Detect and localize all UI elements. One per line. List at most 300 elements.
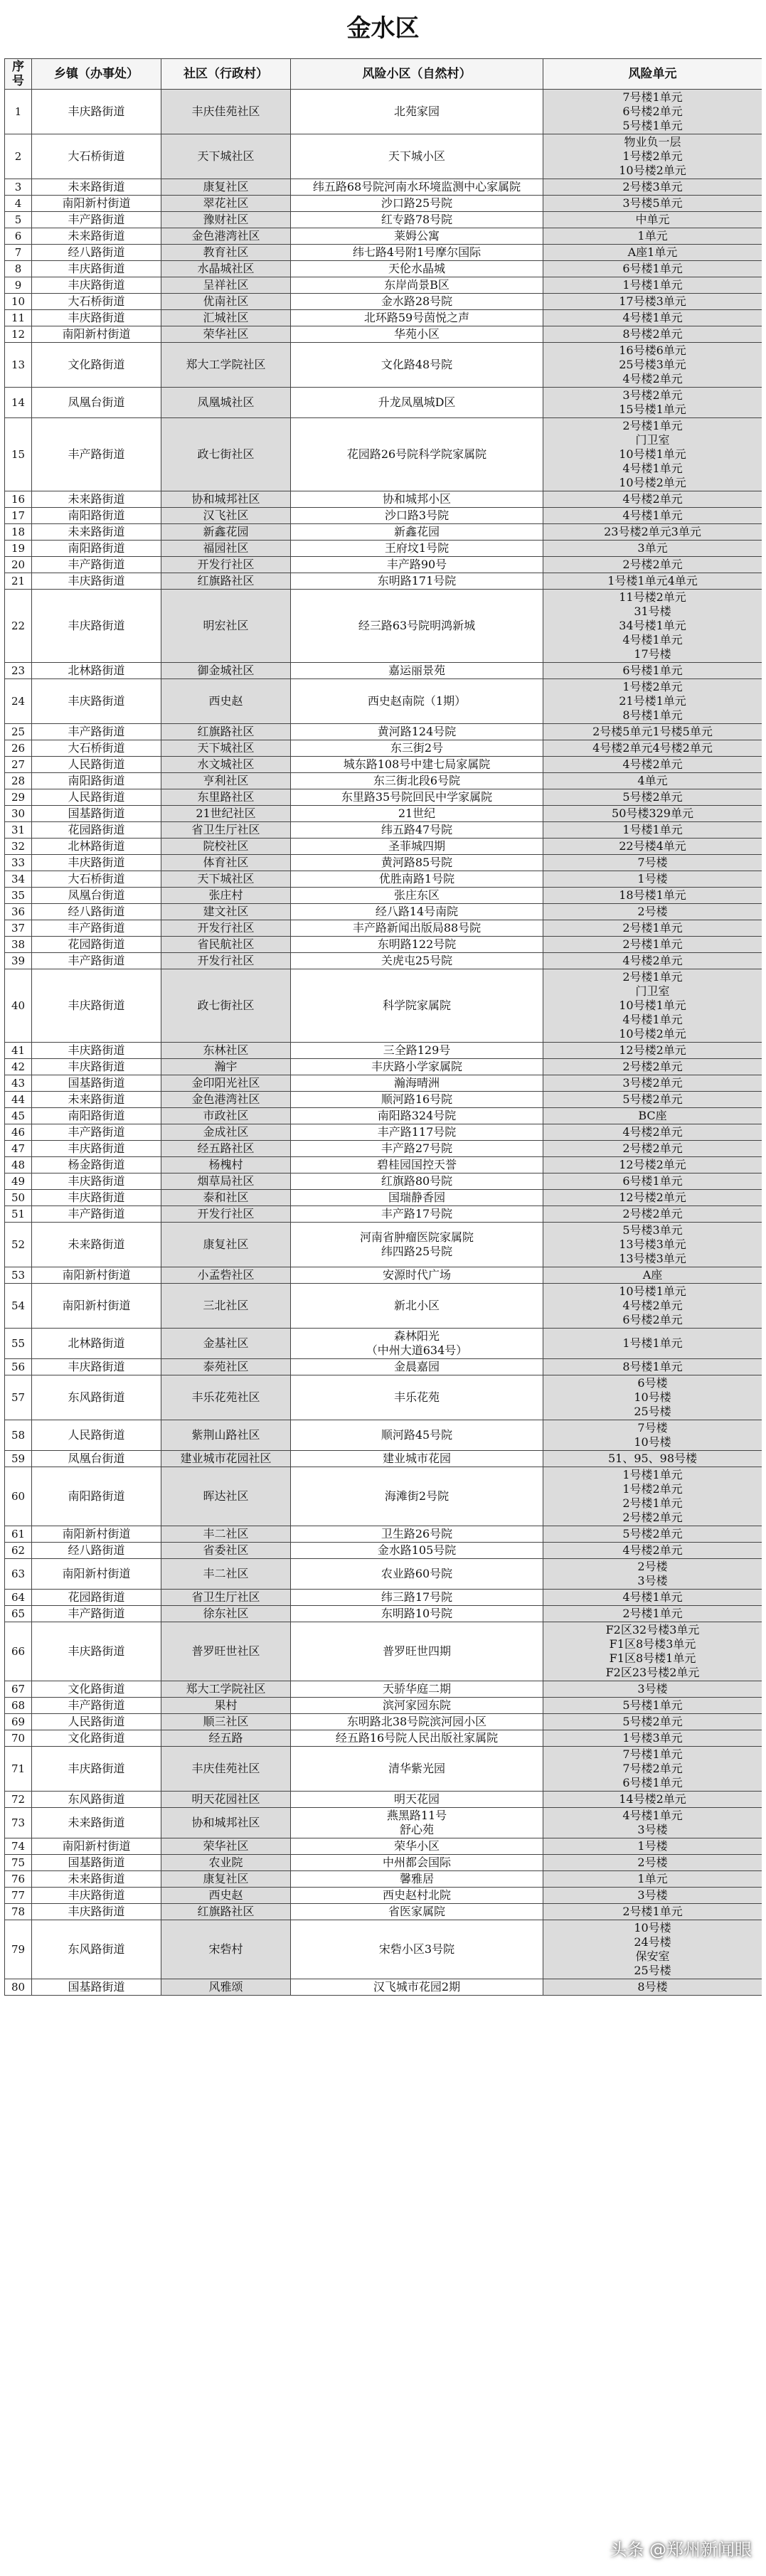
table-row <box>5 590 762 663</box>
row-risk-units: 6号楼1单元 <box>543 663 762 679</box>
table-row <box>5 724 762 740</box>
table-row <box>5 326 762 343</box>
row-risk-area: 丰乐花苑 <box>291 1375 543 1420</box>
row-street: 丰庆路街道 <box>32 1043 161 1059</box>
row-index: 14 <box>5 388 32 418</box>
row-community: 教育社区 <box>161 245 291 261</box>
row-street: 丰产路街道 <box>32 953 161 969</box>
row-risk-units: 5号楼1单元 <box>543 1698 762 1714</box>
table-row <box>5 1808 762 1838</box>
row-index: 24 <box>5 679 32 724</box>
row-risk-units: 3号楼5单元 <box>543 196 762 212</box>
row-risk-area: 三全路129号 <box>291 1043 543 1059</box>
row-community: 豫财社区 <box>161 212 291 228</box>
row-index: 52 <box>5 1223 32 1267</box>
table-row <box>5 1730 762 1747</box>
row-risk-units: 12号楼2单元 <box>543 1157 762 1173</box>
row-community: 呈祥社区 <box>161 277 291 294</box>
row-community: 果村 <box>161 1698 291 1714</box>
row-risk-area: 丰庆路小学家属院 <box>291 1059 543 1075</box>
row-street: 未来路街道 <box>32 179 161 196</box>
row-risk-area: 安源时代广场 <box>291 1267 543 1284</box>
row-community: 丰庆佳苑社区 <box>161 90 291 134</box>
row-risk-area: 东明路122号院 <box>291 937 543 953</box>
row-street: 南阳新村街道 <box>32 1284 161 1329</box>
watermark: 头条 @郑州新闻眼 <box>610 2540 752 2560</box>
table-header-row <box>5 59 762 90</box>
row-index: 16 <box>5 491 32 508</box>
row-risk-area: 中州都会国际 <box>291 1855 543 1871</box>
row-risk-area: 丰产路117号院 <box>291 1124 543 1141</box>
row-community: 红旗路社区 <box>161 573 291 590</box>
row-community: 建业城市花园社区 <box>161 1451 291 1467</box>
row-community: 泰和社区 <box>161 1190 291 1206</box>
row-community: 翠花社区 <box>161 196 291 212</box>
table-row <box>5 1451 762 1467</box>
row-community: 荣华社区 <box>161 1838 291 1855</box>
row-community: 金色港湾社区 <box>161 1092 291 1108</box>
row-risk-units: 18号楼1单元 <box>543 888 762 904</box>
row-risk-units: 1号楼1单元 <box>543 822 762 839</box>
row-index: 36 <box>5 904 32 920</box>
row-index: 58 <box>5 1420 32 1451</box>
row-street: 北林路街道 <box>32 839 161 855</box>
row-risk-area: 新鑫花园 <box>291 524 543 541</box>
row-community: 郑大工学院社区 <box>161 343 291 388</box>
row-risk-units: 2号楼1单元 <box>543 1904 762 1920</box>
table-row <box>5 277 762 294</box>
row-risk-units: 2号楼2单元 <box>543 1059 762 1075</box>
row-index: 15 <box>5 418 32 491</box>
table-row <box>5 524 762 541</box>
table-row <box>5 1838 762 1855</box>
row-index: 60 <box>5 1467 32 1526</box>
row-street: 丰产路街道 <box>32 212 161 228</box>
table-row <box>5 1157 762 1173</box>
row-risk-units: 1号楼1单元 1号楼2单元 2号楼1单元 2号楼2单元 <box>543 1467 762 1526</box>
row-risk-area: 纬七路4号附1号摩尔国际 <box>291 245 543 261</box>
table-row <box>5 1467 762 1526</box>
row-risk-units: 4号楼1单元 <box>543 1590 762 1606</box>
row-risk-units: 4号楼1单元 <box>543 310 762 326</box>
row-street: 文化路街道 <box>32 343 161 388</box>
row-risk-units: 2号楼1单元 门卫室 10号楼1单元 4号楼1单元 10号楼2单元 <box>543 969 762 1043</box>
row-risk-units: 7号楼1单元 7号楼2单元 6号楼1单元 <box>543 1747 762 1792</box>
row-street: 大石桥街道 <box>32 871 161 888</box>
row-street: 经八路街道 <box>32 245 161 261</box>
row-risk-area: 关虎屯25号院 <box>291 953 543 969</box>
table-row <box>5 541 762 557</box>
row-index: 70 <box>5 1730 32 1747</box>
table-row <box>5 294 762 310</box>
row-street: 丰庆路街道 <box>32 277 161 294</box>
table-row <box>5 388 762 418</box>
table-row <box>5 1141 762 1157</box>
table-body <box>5 90 762 1996</box>
row-community: 省卫生厅社区 <box>161 822 291 839</box>
row-risk-area: 荣华小区 <box>291 1838 543 1855</box>
row-street: 大石桥街道 <box>32 134 161 179</box>
table-row <box>5 1792 762 1808</box>
row-index: 39 <box>5 953 32 969</box>
risk-table-container <box>4 58 762 2567</box>
row-risk-units: 3号楼2单元 15号楼1单元 <box>543 388 762 418</box>
row-index: 6 <box>5 228 32 245</box>
row-risk-units: 5号楼3单元 13号楼3单元 13号楼3单元 <box>543 1223 762 1267</box>
row-street: 国基路街道 <box>32 1855 161 1871</box>
row-risk-area: 文化路48号院 <box>291 343 543 388</box>
row-community: 丰二社区 <box>161 1526 291 1543</box>
row-street: 丰产路街道 <box>32 557 161 573</box>
row-risk-units: 1号楼3单元 <box>543 1730 762 1747</box>
row-street: 文化路街道 <box>32 1681 161 1698</box>
table-row <box>5 1284 762 1329</box>
table-row <box>5 1920 762 1979</box>
row-community: 康复社区 <box>161 1223 291 1267</box>
row-street: 凤凰台街道 <box>32 888 161 904</box>
row-index: 13 <box>5 343 32 388</box>
row-index: 29 <box>5 789 32 806</box>
row-index: 28 <box>5 773 32 789</box>
row-risk-units: 3号楼 <box>543 1888 762 1904</box>
table-row <box>5 261 762 277</box>
row-street: 丰产路街道 <box>32 1606 161 1622</box>
row-risk-units: 16号楼6单元 25号楼3单元 4号楼2单元 <box>543 343 762 388</box>
table-row <box>5 855 762 871</box>
row-index: 38 <box>5 937 32 953</box>
row-risk-units: 2号楼2单元 <box>543 1141 762 1157</box>
row-street: 丰产路街道 <box>32 1698 161 1714</box>
row-risk-units: 5号楼2单元 <box>543 1714 762 1730</box>
row-street: 大石桥街道 <box>32 294 161 310</box>
row-street: 南阳新村街道 <box>32 1526 161 1543</box>
row-street: 未来路街道 <box>32 1871 161 1888</box>
row-risk-units: 1号楼1单元 <box>543 1329 762 1359</box>
table-row <box>5 822 762 839</box>
table-row <box>5 1108 762 1124</box>
row-risk-units: 1号楼2单元 21号楼1单元 8号楼1单元 <box>543 679 762 724</box>
row-index: 48 <box>5 1157 32 1173</box>
row-risk-units: 7号楼1单元 6号楼2单元 5号楼1单元 <box>543 90 762 134</box>
row-street: 东风路街道 <box>32 1792 161 1808</box>
table-row <box>5 888 762 904</box>
row-risk-units: 4号楼2单元 <box>543 953 762 969</box>
table-row <box>5 1559 762 1590</box>
row-community: 省委社区 <box>161 1543 291 1559</box>
row-street: 未来路街道 <box>32 1223 161 1267</box>
row-index: 53 <box>5 1267 32 1284</box>
table-row <box>5 969 762 1043</box>
table-row <box>5 1420 762 1451</box>
row-community: 荣华社区 <box>161 326 291 343</box>
row-community: 省卫生厅社区 <box>161 1590 291 1606</box>
row-risk-area: 升龙凤凰城D区 <box>291 388 543 418</box>
row-risk-area: 纬三路17号院 <box>291 1590 543 1606</box>
table-row <box>5 871 762 888</box>
row-risk-area: 普罗旺世四期 <box>291 1622 543 1681</box>
row-street: 丰庆路街道 <box>32 590 161 663</box>
row-community: 亨利社区 <box>161 773 291 789</box>
header-index: 序号 <box>5 59 32 90</box>
row-community: 金基社区 <box>161 1329 291 1359</box>
table-row <box>5 1698 762 1714</box>
row-index: 59 <box>5 1451 32 1467</box>
table-row <box>5 1979 762 1996</box>
table-row <box>5 789 762 806</box>
row-risk-units: 2号楼1单元 <box>543 1606 762 1622</box>
row-street: 南阳路街道 <box>32 773 161 789</box>
row-index: 61 <box>5 1526 32 1543</box>
row-risk-area: 协和城邦小区 <box>291 491 543 508</box>
row-community: 金成社区 <box>161 1124 291 1141</box>
table-row <box>5 343 762 388</box>
row-risk-units: 1号楼1单元4单元 <box>543 573 762 590</box>
table-row <box>5 1888 762 1904</box>
row-index: 25 <box>5 724 32 740</box>
row-risk-area: 东三街2号 <box>291 740 543 757</box>
row-risk-area: 沙口路3号院 <box>291 508 543 524</box>
row-street: 南阳新村街道 <box>32 1838 161 1855</box>
table-row <box>5 310 762 326</box>
table-row <box>5 1904 762 1920</box>
row-index: 72 <box>5 1792 32 1808</box>
header-risk-units: 风险单元 <box>543 59 762 90</box>
table-row <box>5 904 762 920</box>
row-risk-area: 沙口路25号院 <box>291 196 543 212</box>
table-row <box>5 573 762 590</box>
header-risk-area: 风险小区（自然村） <box>291 59 543 90</box>
row-street: 东风路街道 <box>32 1920 161 1979</box>
row-index: 78 <box>5 1904 32 1920</box>
row-index: 63 <box>5 1559 32 1590</box>
row-street: 丰产路街道 <box>32 920 161 937</box>
row-risk-units: 2号楼1单元 <box>543 920 762 937</box>
table-row <box>5 773 762 789</box>
row-street: 未来路街道 <box>32 1092 161 1108</box>
row-community: 明天花园社区 <box>161 1792 291 1808</box>
row-risk-area: 省医家属院 <box>291 1904 543 1920</box>
row-street: 凤凰台街道 <box>32 388 161 418</box>
row-risk-area: 宋砦小区3号院 <box>291 1920 543 1979</box>
table-row <box>5 806 762 822</box>
table-row <box>5 663 762 679</box>
row-community: 开发行社区 <box>161 1206 291 1223</box>
row-community: 丰二社区 <box>161 1559 291 1590</box>
row-index: 18 <box>5 524 32 541</box>
row-risk-units: 4号楼2单元 <box>543 757 762 773</box>
row-index: 80 <box>5 1979 32 1996</box>
row-risk-units: 4号楼1单元 3号楼 <box>543 1808 762 1838</box>
table-row <box>5 1124 762 1141</box>
row-street: 丰庆路街道 <box>32 1059 161 1075</box>
row-street: 凤凰台街道 <box>32 1451 161 1467</box>
row-community: 紫荆山路社区 <box>161 1420 291 1451</box>
row-community: 徐东社区 <box>161 1606 291 1622</box>
row-community: 体育社区 <box>161 855 291 871</box>
row-risk-units: 17号楼3单元 <box>543 294 762 310</box>
table-row <box>5 1043 762 1059</box>
row-street: 花园路街道 <box>32 937 161 953</box>
row-risk-area: 顺河路16号院 <box>291 1092 543 1108</box>
row-risk-area: 东明路10号院 <box>291 1606 543 1622</box>
row-index: 27 <box>5 757 32 773</box>
row-risk-units: 2号楼5单元1号楼5单元 <box>543 724 762 740</box>
row-street: 南阳新村街道 <box>32 196 161 212</box>
row-risk-area: 城东路108号中建七局家属院 <box>291 757 543 773</box>
row-index: 23 <box>5 663 32 679</box>
row-street: 南阳路街道 <box>32 508 161 524</box>
table-row <box>5 1092 762 1108</box>
table-row <box>5 1714 762 1730</box>
risk-table <box>4 58 762 1996</box>
table-row <box>5 757 762 773</box>
row-index: 20 <box>5 557 32 573</box>
table-row <box>5 1622 762 1681</box>
row-risk-area: 华苑小区 <box>291 326 543 343</box>
row-street: 丰庆路街道 <box>32 573 161 590</box>
row-risk-area: 张庄东区 <box>291 888 543 904</box>
row-index: 7 <box>5 245 32 261</box>
row-community: 小孟砦社区 <box>161 1267 291 1284</box>
table-row <box>5 508 762 524</box>
row-street: 丰庆路街道 <box>32 1173 161 1190</box>
row-risk-units: 2号楼 3号楼 <box>543 1559 762 1590</box>
row-street: 南阳新村街道 <box>32 326 161 343</box>
row-risk-units: 12号楼2单元 <box>543 1190 762 1206</box>
row-community: 开发行社区 <box>161 920 291 937</box>
row-index: 54 <box>5 1284 32 1329</box>
row-street: 丰庆路街道 <box>32 679 161 724</box>
row-index: 67 <box>5 1681 32 1698</box>
table-row <box>5 920 762 937</box>
table-row <box>5 1590 762 1606</box>
row-index: 44 <box>5 1092 32 1108</box>
row-community: 21世纪社区 <box>161 806 291 822</box>
row-index: 40 <box>5 969 32 1043</box>
row-community: 康复社区 <box>161 1871 291 1888</box>
row-risk-area: 天伦水晶城 <box>291 261 543 277</box>
row-street: 丰庆路街道 <box>32 969 161 1043</box>
row-risk-units: 4单元 <box>543 773 762 789</box>
row-risk-area: 花园路26号院科学院家属院 <box>291 418 543 491</box>
row-risk-area: 新北小区 <box>291 1284 543 1329</box>
row-index: 47 <box>5 1141 32 1157</box>
row-index: 32 <box>5 839 32 855</box>
row-risk-area: 丰产路90号 <box>291 557 543 573</box>
row-risk-units: 2号楼2单元 <box>543 1206 762 1223</box>
row-risk-units: BC座 <box>543 1108 762 1124</box>
row-risk-area: 农业路60号院 <box>291 1559 543 1590</box>
row-index: 30 <box>5 806 32 822</box>
row-street: 丰庆路街道 <box>32 1190 161 1206</box>
row-street: 南阳路街道 <box>32 541 161 557</box>
row-street: 丰庆路街道 <box>32 310 161 326</box>
row-risk-units: 5号楼2单元 <box>543 1526 762 1543</box>
row-street: 文化路街道 <box>32 1730 161 1747</box>
row-risk-area: 科学院家属院 <box>291 969 543 1043</box>
row-risk-units: 3单元 <box>543 541 762 557</box>
row-risk-units: 2号楼1单元 <box>543 937 762 953</box>
row-risk-units: 5号楼2单元 <box>543 1092 762 1108</box>
row-risk-units: 2号楼1单元 门卫室 10号楼1单元 4号楼1单元 10号楼2单元 <box>543 418 762 491</box>
table-row <box>5 937 762 953</box>
row-street: 花园路街道 <box>32 1590 161 1606</box>
page-title: 金水区 <box>346 14 420 43</box>
row-street: 丰庆路街道 <box>32 261 161 277</box>
row-community: 农业院 <box>161 1855 291 1871</box>
row-community: 风雅颂 <box>161 1979 291 1996</box>
row-index: 11 <box>5 310 32 326</box>
row-community: 御金城社区 <box>161 663 291 679</box>
row-street: 丰庆路街道 <box>32 1141 161 1157</box>
row-risk-area: 经五路16号院人民出版社家属院 <box>291 1730 543 1747</box>
row-index: 41 <box>5 1043 32 1059</box>
row-community: 普罗旺世社区 <box>161 1622 291 1681</box>
row-risk-units: 6号楼1单元 <box>543 261 762 277</box>
header-street: 乡镇（办事处） <box>32 59 161 90</box>
row-street: 国基路街道 <box>32 1075 161 1092</box>
row-index: 34 <box>5 871 32 888</box>
row-street: 丰庆路街道 <box>32 90 161 134</box>
row-street: 丰产路街道 <box>32 1206 161 1223</box>
table-row <box>5 557 762 573</box>
row-risk-units: 2号楼 <box>543 904 762 920</box>
table-row <box>5 245 762 261</box>
row-community: 协和城邦社区 <box>161 491 291 508</box>
row-risk-units: 10号楼 24号楼 保安室 25号楼 <box>543 1920 762 1979</box>
row-community: 明宏社区 <box>161 590 291 663</box>
row-community: 凤凰城社区 <box>161 388 291 418</box>
row-community: 开发行社区 <box>161 557 291 573</box>
row-community: 协和城邦社区 <box>161 1808 291 1838</box>
table-row <box>5 1747 762 1792</box>
row-index: 79 <box>5 1920 32 1979</box>
row-index: 12 <box>5 326 32 343</box>
row-community: 杨槐村 <box>161 1157 291 1173</box>
row-index: 35 <box>5 888 32 904</box>
row-street: 未来路街道 <box>32 491 161 508</box>
row-street: 人民路街道 <box>32 757 161 773</box>
table-row <box>5 1375 762 1420</box>
row-risk-units: 11号楼2单元 31号楼 34号楼1单元 4号楼1单元 17号楼 <box>543 590 762 663</box>
row-index: 8 <box>5 261 32 277</box>
row-risk-area: 建业城市花园 <box>291 1451 543 1467</box>
row-risk-units: A座1单元 <box>543 245 762 261</box>
row-index: 5 <box>5 212 32 228</box>
row-risk-area: 东里路35号院回民中学家属院 <box>291 789 543 806</box>
row-community: 丰庆佳苑社区 <box>161 1747 291 1792</box>
row-risk-area: 黄河路124号院 <box>291 724 543 740</box>
row-risk-area: 圣菲城四期 <box>291 839 543 855</box>
row-index: 64 <box>5 1590 32 1606</box>
row-index: 49 <box>5 1173 32 1190</box>
row-risk-units: 物业负一层 1号楼2单元 10号楼2单元 <box>543 134 762 179</box>
row-community: 东林社区 <box>161 1043 291 1059</box>
row-index: 4 <box>5 196 32 212</box>
row-risk-area: 滨河家园东院 <box>291 1698 543 1714</box>
row-street: 经八路街道 <box>32 1543 161 1559</box>
row-risk-units: 3号楼2单元 <box>543 1075 762 1092</box>
row-risk-area: 东三街北段6号院 <box>291 773 543 789</box>
row-risk-area: 丰产路新闻出版局88号院 <box>291 920 543 937</box>
row-index: 76 <box>5 1871 32 1888</box>
row-community: 晖达社区 <box>161 1467 291 1526</box>
row-risk-area: 燕黑路11号 舒心苑 <box>291 1808 543 1838</box>
table-row <box>5 1855 762 1871</box>
row-street: 北林路街道 <box>32 663 161 679</box>
row-risk-area: 经三路63号院明鸿新城 <box>291 590 543 663</box>
row-community: 天下城社区 <box>161 740 291 757</box>
